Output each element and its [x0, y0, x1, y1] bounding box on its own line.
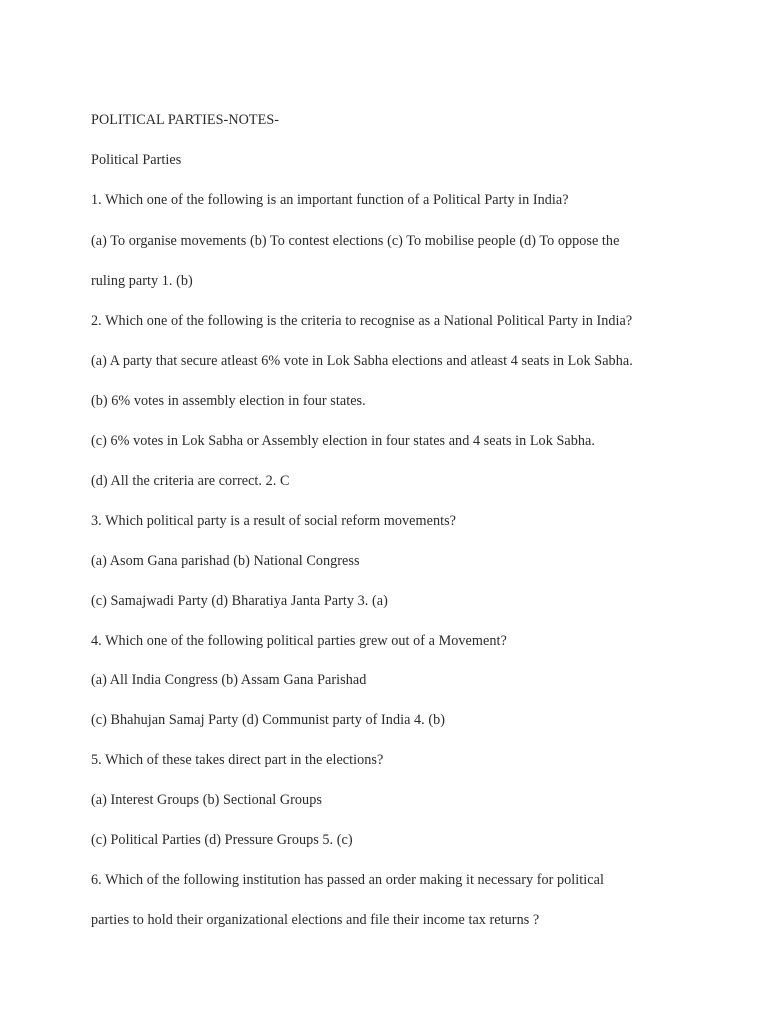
question-2-option-c: (c) 6% votes in Lok Sabha or Assembly election in four states and 4 seats in Lok Sabha. — [91, 433, 595, 449]
question-2-option-b: (b) 6% votes in assembly election in four states. — [91, 393, 366, 409]
question-6-continued: parties to hold their organizational elections and file their income tax returns ? — [91, 912, 540, 928]
question-1-options: (a) To organise movements (b) To contest elections (c) To mobilise people (d) To oppose the — [91, 233, 620, 249]
question-5: 5. Which of these takes direct part in the elections? — [91, 752, 384, 768]
question-5-options-ab: (a) Interest Groups (b) Sectional Groups — [91, 792, 322, 808]
document-heading: POLITICAL PARTIES-NOTES- — [91, 112, 280, 128]
question-2-option-d-answer: (d) All the criteria are correct. 2. C — [91, 473, 290, 489]
question-4-options-ab: (a) All India Congress (b) Assam Gana Parishad — [91, 672, 367, 688]
question-4: 4. Which one of the following political parties grew out of a Movement? — [91, 633, 507, 649]
question-2-option-a: (a) A party that secure atleast 6% vote in Lok Sabha elections and atleast 4 seats in Lok Sabha. — [91, 353, 633, 369]
question-3: 3. Which political party is a result of social reform movements? — [91, 513, 457, 529]
question-4-options-cd-answer: (c) Bhahujan Samaj Party (d) Communist party of India 4. (b) — [91, 712, 446, 728]
question-2: 2. Which one of the following is the criteria to recognise as a National Political Party in India? — [91, 313, 633, 329]
question-1: 1. Which one of the following is an important function of a Political Party in India? — [91, 192, 569, 208]
question-5-options-cd-answer: (c) Political Parties (d) Pressure Groups 5. (c) — [91, 832, 353, 848]
question-1-answer: ruling party 1. (b) — [91, 273, 193, 289]
section-title: Political Parties — [91, 152, 182, 168]
question-3-options-cd-answer: (c) Samajwadi Party (d) Bharatiya Janta Party 3. (a) — [91, 593, 388, 609]
question-3-options-ab: (a) Asom Gana parishad (b) National Congress — [91, 553, 360, 569]
question-6: 6. Which of the following institution has passed an order making it necessary for political — [91, 872, 604, 888]
